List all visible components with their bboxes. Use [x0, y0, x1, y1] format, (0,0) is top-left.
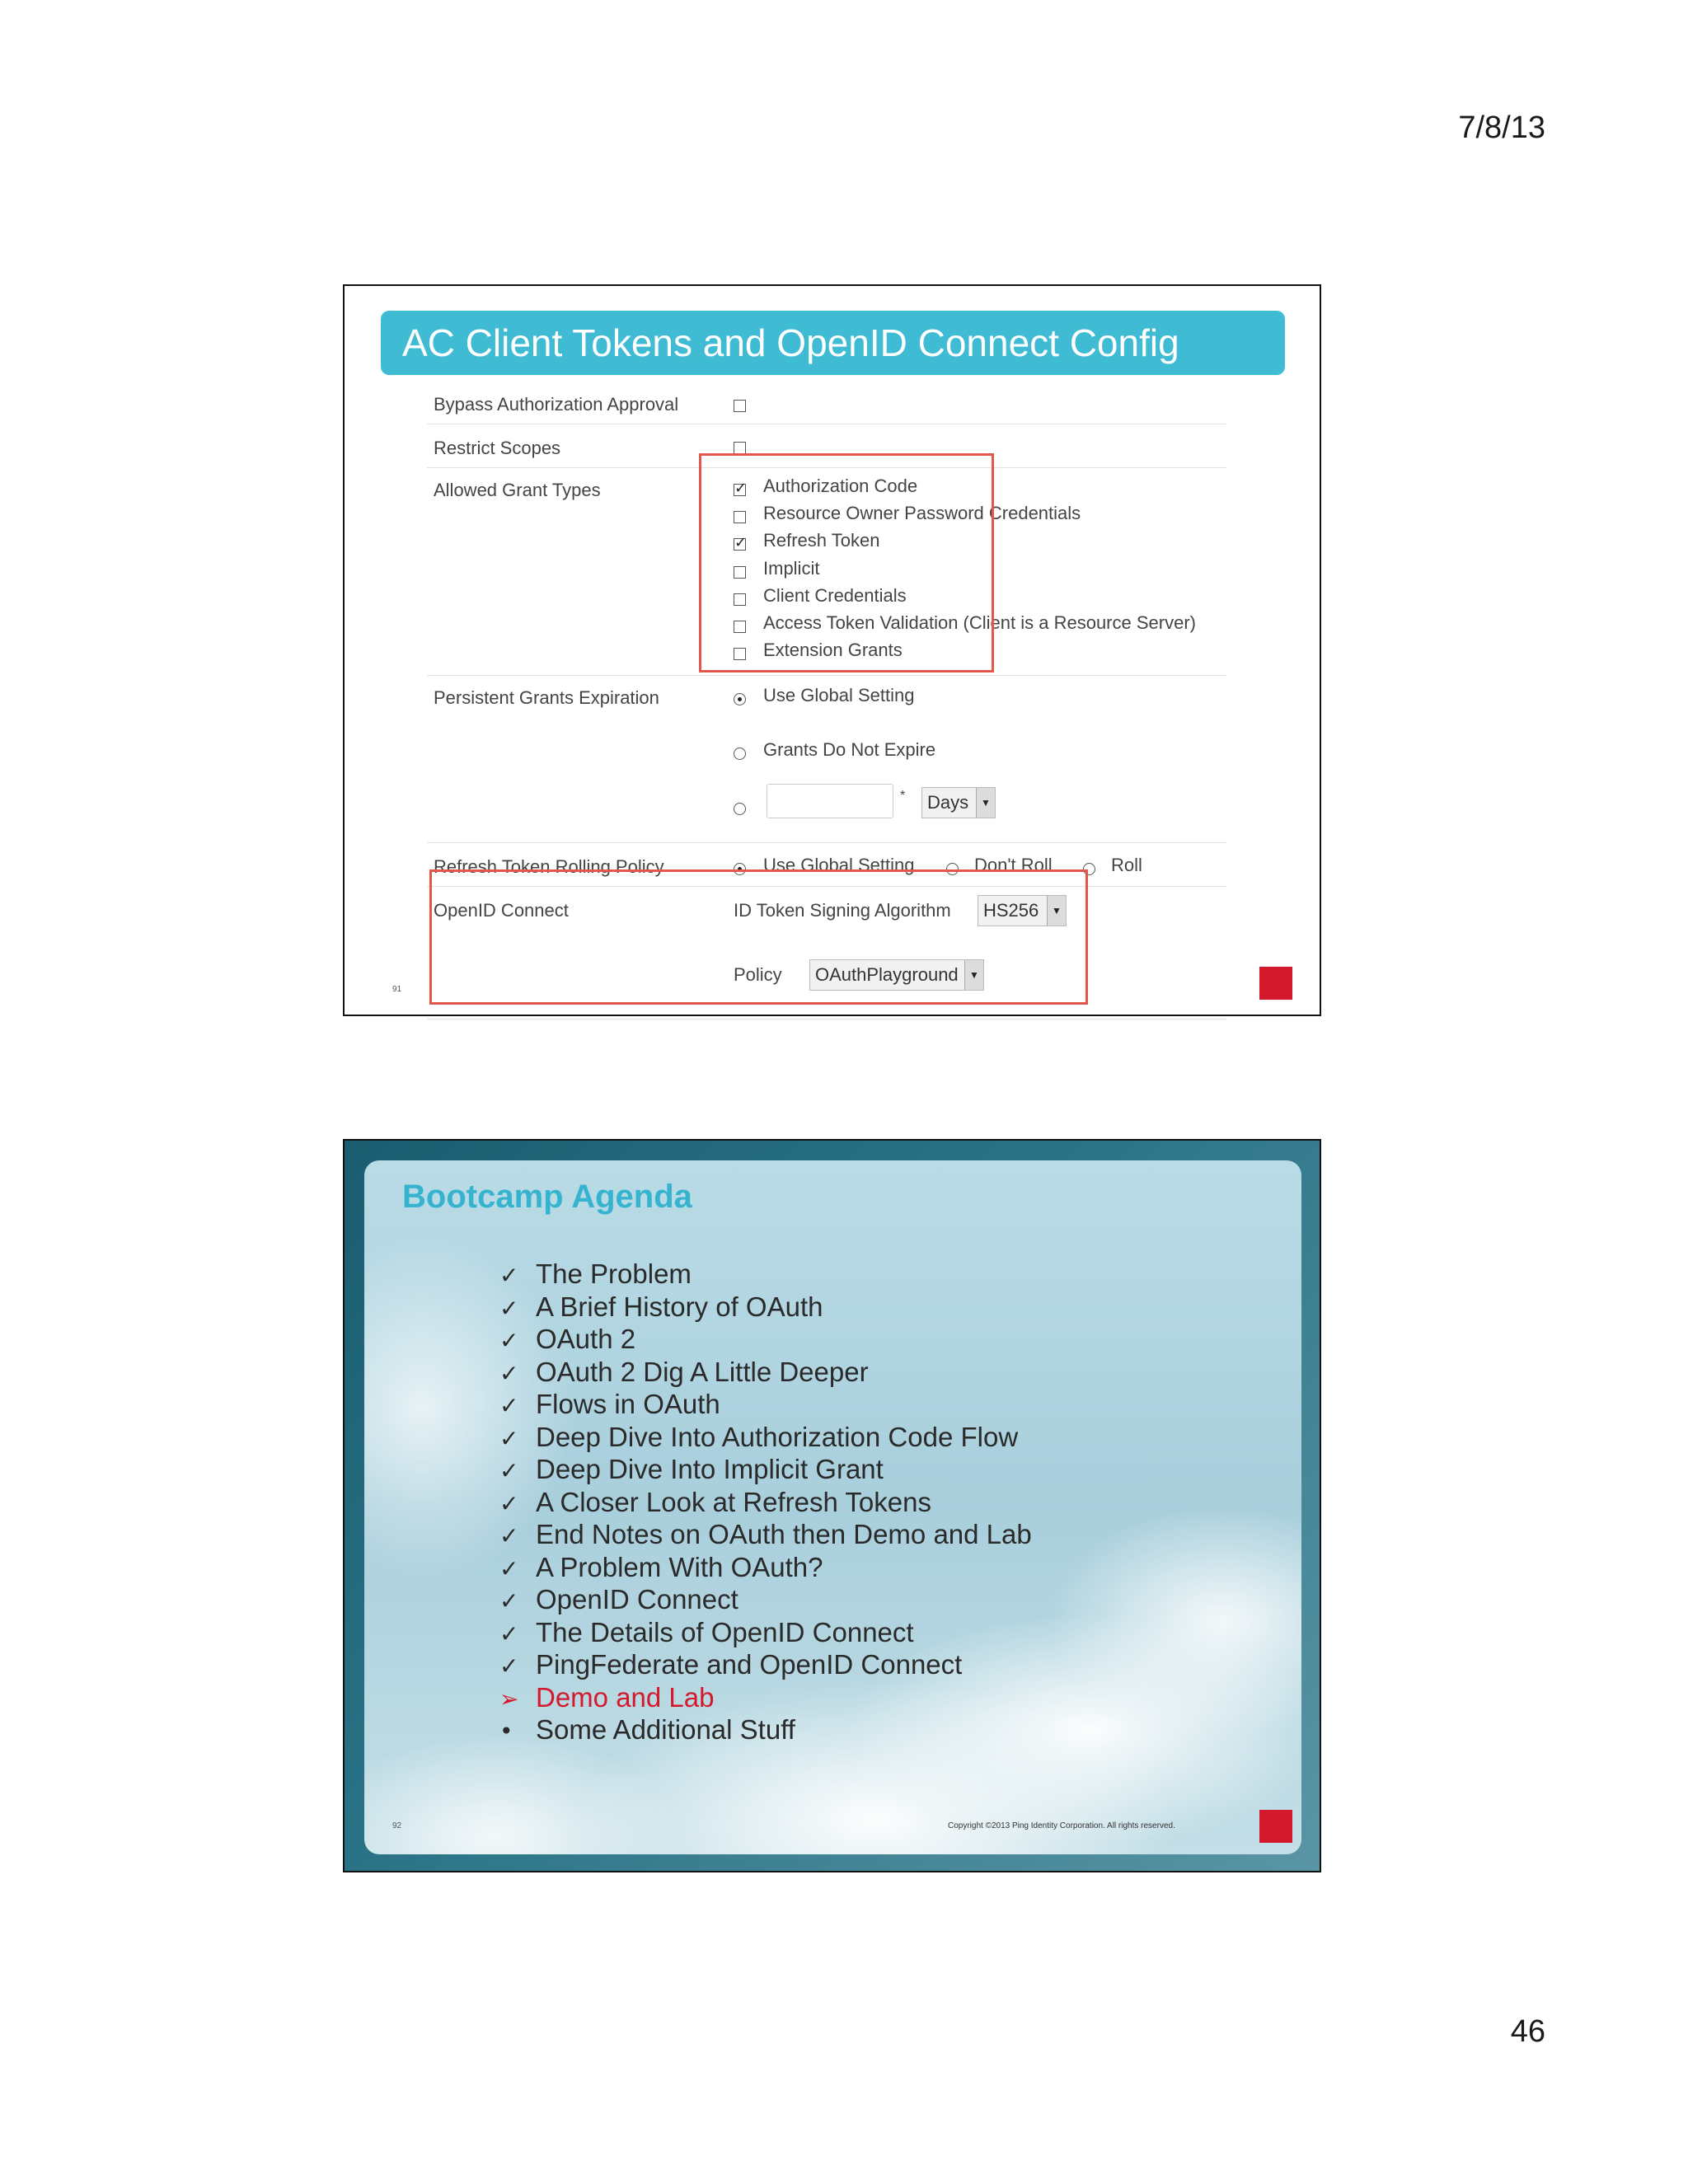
agenda-item-text: OpenID Connect: [536, 1584, 738, 1615]
persistent-option-never[interactable]: [734, 739, 936, 763]
radio-persistent-custom[interactable]: [734, 803, 746, 815]
agenda-item-text: A Problem With OAuth?: [536, 1551, 823, 1582]
openid-connect-highlight: [429, 869, 1088, 1005]
check-icon: ✓: [499, 1652, 519, 1680]
persistent-option-custom[interactable]: [734, 789, 991, 818]
grant-authorization-code-label: Authorization Code: [763, 476, 918, 496]
ping-identity-logo: [1259, 1810, 1292, 1843]
radio-persistent-never[interactable]: [734, 748, 746, 760]
agenda-list: [499, 1258, 1032, 1746]
check-icon: ✓: [499, 1619, 519, 1647]
agenda-item-text: A Brief History of OAuth: [536, 1291, 823, 1322]
check-icon: ✓: [499, 1327, 519, 1354]
page-date: 7/8/13: [1458, 110, 1545, 145]
agenda-item: [499, 1551, 1032, 1584]
grant-types-label: Allowed Grant Types: [434, 480, 601, 500]
slide-92: [343, 1139, 1321, 1872]
chevron-down-icon: ▼: [964, 960, 983, 990]
agenda-item: [499, 1713, 1032, 1746]
grant-types-highlight: [699, 453, 994, 673]
agenda-item: [499, 1616, 1032, 1649]
agenda-item-text: Demo and Lab: [536, 1681, 715, 1713]
copyright-notice: Copyright ©2013 Ping Identity Corporation. All rights reserved.: [948, 1821, 1175, 1830]
slide-number: 91: [392, 985, 402, 994]
grant-extension-grants-label: Extension Grants: [763, 640, 903, 660]
agenda-item-text: OAuth 2 Dig A Little Deeper: [536, 1356, 869, 1387]
arrow-right-icon: ➢: [499, 1685, 519, 1713]
slide-title: Bootcamp Agenda: [402, 1179, 692, 1215]
check-icon: ✓: [499, 1424, 519, 1452]
agenda-item: [499, 1421, 1032, 1454]
radio-persistent-global[interactable]: [734, 693, 746, 705]
agenda-item-current: [499, 1681, 1032, 1714]
agenda-item-text: Some Additional Stuff: [536, 1714, 795, 1745]
agenda-item-text: PingFederate and OpenID Connect: [536, 1649, 963, 1680]
rolling-option-dont-roll-label: Don't Roll: [974, 855, 1053, 875]
agenda-item: [499, 1291, 1032, 1324]
policy-value: OAuthPlayground: [815, 964, 959, 985]
check-icon: ✓: [499, 1392, 519, 1419]
restrict-label: Restrict Scopes: [434, 438, 561, 458]
bypass-label: Bypass Authorization Approval: [434, 394, 679, 415]
row-persistent-grants: [427, 676, 1226, 843]
expiration-input[interactable]: [767, 784, 893, 818]
slide-91: [343, 284, 1321, 1016]
signing-algorithm-label: ID Token Signing Algorithm: [734, 900, 951, 921]
grant-refresh-token-label: Refresh Token: [763, 530, 880, 551]
rolling-option-global-label: Use Global Setting: [763, 855, 915, 875]
rolling-option-roll-label: Roll: [1111, 855, 1142, 875]
grant-access-token-validation-label: Access Token Validation (Client is a Resource Server): [763, 612, 1196, 633]
check-icon: ✓: [499, 1522, 519, 1549]
openid-label: OpenID Connect: [434, 900, 569, 921]
policy-label: Policy: [734, 964, 782, 985]
agenda-item: [499, 1356, 1032, 1389]
chevron-down-icon: ▼: [976, 788, 995, 818]
check-icon: ✓: [499, 1294, 519, 1322]
required-mark: *: [900, 789, 906, 803]
grant-implicit-label: Implicit: [763, 558, 820, 579]
persistent-option-global[interactable]: [734, 685, 915, 709]
expiration-unit-value: Days: [927, 792, 969, 813]
slide-number: 92: [392, 1821, 402, 1830]
check-icon: ✓: [499, 1457, 519, 1484]
agenda-item-text: The Details of OpenID Connect: [536, 1616, 914, 1647]
page-number: 46: [1510, 2014, 1545, 2049]
slide-title: AC Client Tokens and OpenID Connect Config: [381, 311, 1285, 375]
persistent-option-never-label: Grants Do Not Expire: [763, 739, 936, 760]
persistent-label: Persistent Grants Expiration: [434, 687, 659, 708]
ping-identity-logo: [1259, 967, 1292, 1000]
persistent-option-global-label: Use Global Setting: [763, 685, 915, 705]
bullet-icon: •: [499, 1718, 513, 1745]
agenda-item: [499, 1258, 1032, 1291]
agenda-item-text: The Problem: [536, 1258, 692, 1289]
bypass-checkbox[interactable]: [734, 400, 746, 412]
grant-client-credentials-label: Client Credentials: [763, 585, 907, 606]
check-icon: ✓: [499, 1489, 519, 1517]
agenda-item: [499, 1518, 1032, 1551]
check-icon: ✓: [499, 1262, 519, 1289]
check-icon: ✓: [499, 1554, 519, 1582]
grant-resource-owner-password-label: Resource Owner Password Credentials: [763, 503, 1081, 523]
agenda-item-text: OAuth 2: [536, 1324, 636, 1354]
agenda-item: [499, 1583, 1032, 1616]
agenda-item-text: A Closer Look at Refresh Tokens: [536, 1486, 931, 1517]
agenda-item: [499, 1453, 1032, 1486]
chevron-down-icon: ▼: [1047, 896, 1066, 926]
rolling-label: Refresh Token Rolling Policy: [434, 856, 664, 877]
check-icon: ✓: [499, 1359, 519, 1387]
row-bypass-authorization: [427, 381, 1226, 424]
agenda-item: [499, 1486, 1032, 1519]
agenda-item-text: Deep Dive Into Implicit Grant: [536, 1454, 884, 1484]
agenda-item: [499, 1648, 1032, 1681]
check-icon: ✓: [499, 1587, 519, 1615]
agenda-item: [499, 1388, 1032, 1421]
signing-algorithm-value: HS256: [983, 900, 1039, 921]
expiration-unit-select[interactable]: [921, 787, 996, 818]
restrict-checkbox[interactable]: [734, 442, 746, 454]
agenda-panel: [364, 1160, 1301, 1854]
agenda-item: [499, 1323, 1032, 1356]
agenda-item-text: End Notes on OAuth then Demo and Lab: [536, 1519, 1032, 1549]
agenda-item-text: Deep Dive Into Authorization Code Flow: [536, 1421, 1019, 1452]
agenda-item-text: Flows in OAuth: [536, 1389, 720, 1419]
